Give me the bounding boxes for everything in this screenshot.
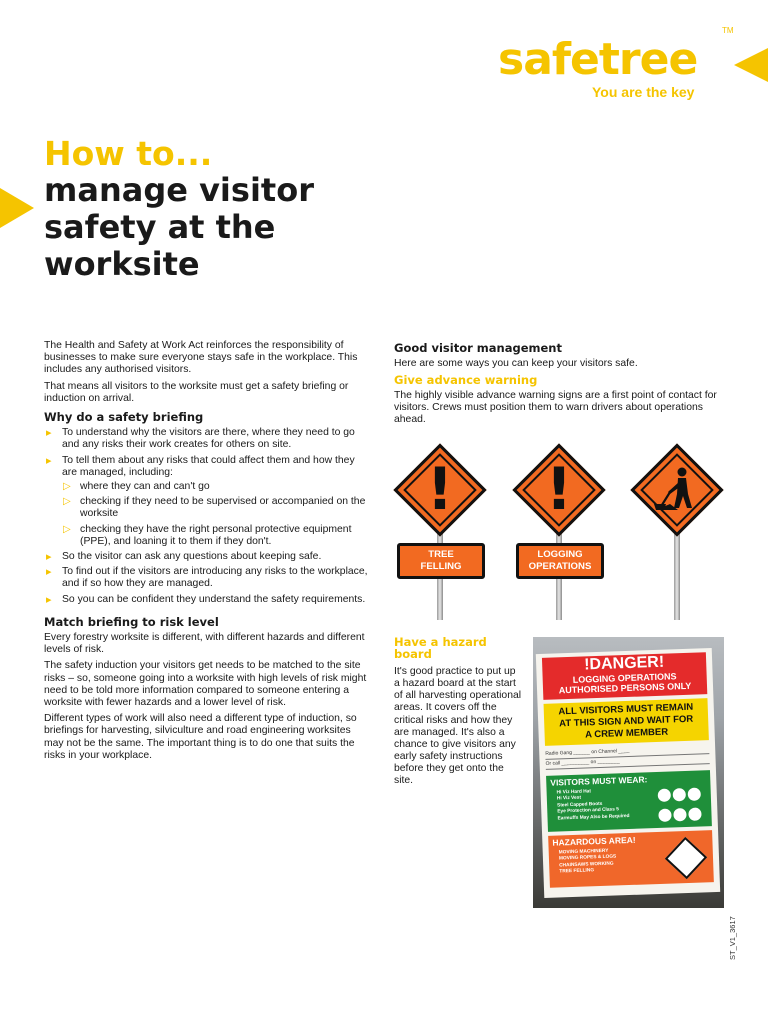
good-paragraph: Here are some ways you can keep your visitors safe. [394,358,638,370]
sub-list [62,481,372,548]
logo-triangle-icon [734,48,768,82]
heading-match-briefing: Match briefing to risk level [44,614,219,629]
match-paragraph-2: The safety induction your visitors get needs to be matched to the site risks – so, someone going into a worksite with high levels of risk might need to be told more information compared to someone entering a worksite with fewer hazards and a lower level of risk. [44,660,367,709]
heading-why-briefing: Why do a safety briefing [44,410,204,425]
exclamation-icon: ! [426,455,454,523]
heading-advance-warning: Give advance warning [394,373,538,388]
logo-tagline: You are the key [592,84,695,100]
danger-panel: !DANGER! LOGGING OPERATIONS AUTHORISED PERSONS ONLY [542,652,707,700]
hazard-board-photo [533,637,724,908]
list-item: ▸ So you can be confident they understand the safety requirements. [44,594,372,606]
exclamation-icon: ! [545,455,573,523]
sub-list-item: ▷ checking they have the right personal protective equipment (PPE), and loaning it to them if they don't. [62,524,372,548]
ppe-panel: VISITORS MUST WEAR: Hi Viz Hard Hat Hi Viz Vest Steel Capped Boots Eye Protection and Class 5 Earmuffs May Also be Required [546,770,712,832]
why-list [44,427,372,606]
hazard-board-paragraph: It's good practice to put up a hazard board at the start of all harvesting operational areas. It covers off the critical risks and how they are managed. It's also a chance to give visitors any early safety instructions before they get onto the site. [394,666,522,787]
list-item: ▸ To tell them about any risks that could affect them and how they are managed, including: ▷ where they can and can't go ▷ checking if they need to be supervised or accompanied on the worksite ▷ checking they have the right personal protective equipment (PPE), and loaning it to them if they don't. [44,455,372,548]
sub-list-item: ▷ checking if they need to be supervised or accompanied on the worksite [62,496,372,520]
list-item: ▸ To understand why the visitors are there, where they need to go and any risks their work creates for others on site. [44,427,372,451]
list-item: ▸ So the visitor can ask any questions about keeping safe. [44,551,372,563]
intro-paragraph-1: The Health and Safety at Work Act reinforces the responsibility of businesses to make sure everyone stays safe in the workplace. This includes any authorised visitors. [44,340,358,376]
ppe-icons [657,786,708,828]
logo-brand: safetree [498,34,698,85]
right-column [394,340,724,430]
title-how-to: How to... [44,134,213,173]
advance-paragraph: The highly visible advance warning signs are a first point of contact for visitors. Crews must position them to warn drivers about operations ahead. [394,389,717,426]
hazardous-area-panel: HAZARDOUS AREA! MOVING MACHINERY MOVING ROPES & LOGS CHAINSAWS WORKING TREE FELLING [548,830,714,888]
heading-hazard-board: Have a hazard board [394,635,487,662]
logo-trademark: TM [722,26,734,35]
contact-lines: Radio Gang ______ on Channel ____ Or call __________ on ________ [545,744,710,770]
left-column [44,340,372,766]
sign-pole [674,530,680,620]
tree-felling-plate: TREE FELLING [397,543,485,579]
sub-list-item: ▷ where they can and can't go [62,481,372,493]
worker-digging-icon [648,460,708,520]
document-id: ST_V1_3617 [728,916,737,960]
match-paragraph-3: Different types of work will also need a different type of induction, so briefings for harvesting, silviculture and road engineering worksites may not be the same. The important thing is to do one that suits the risks in your workplace. [44,713,357,761]
visitors-wait-panel: ALL VISITORS MUST REMAIN AT THIS SIGN AND WAIT FOR A CREW MEMBER [544,698,709,746]
hazard-board-section [394,636,522,791]
list-item: ▸ To find out if the visitors are introducing any risks to the workplace, and if so how they are managed. [44,566,372,590]
warning-signs-illustration [390,440,730,625]
hazard-board [536,648,720,898]
yellow-triangle-icon [0,188,34,228]
match-paragraph-1: Every forestry worksite is different, with different hazards and different levels of risk. [44,632,365,656]
page-title: manage visitor safety at the worksite [44,171,314,283]
intro-paragraph-2: That means all visitors to the worksite must get a safety briefing or induction on arrival. [44,380,349,404]
logging-operations-plate: LOGGING OPERATIONS [516,543,604,579]
safetree-logo [498,20,768,110]
heading-good-visitor-management: Good visitor management [394,341,562,355]
